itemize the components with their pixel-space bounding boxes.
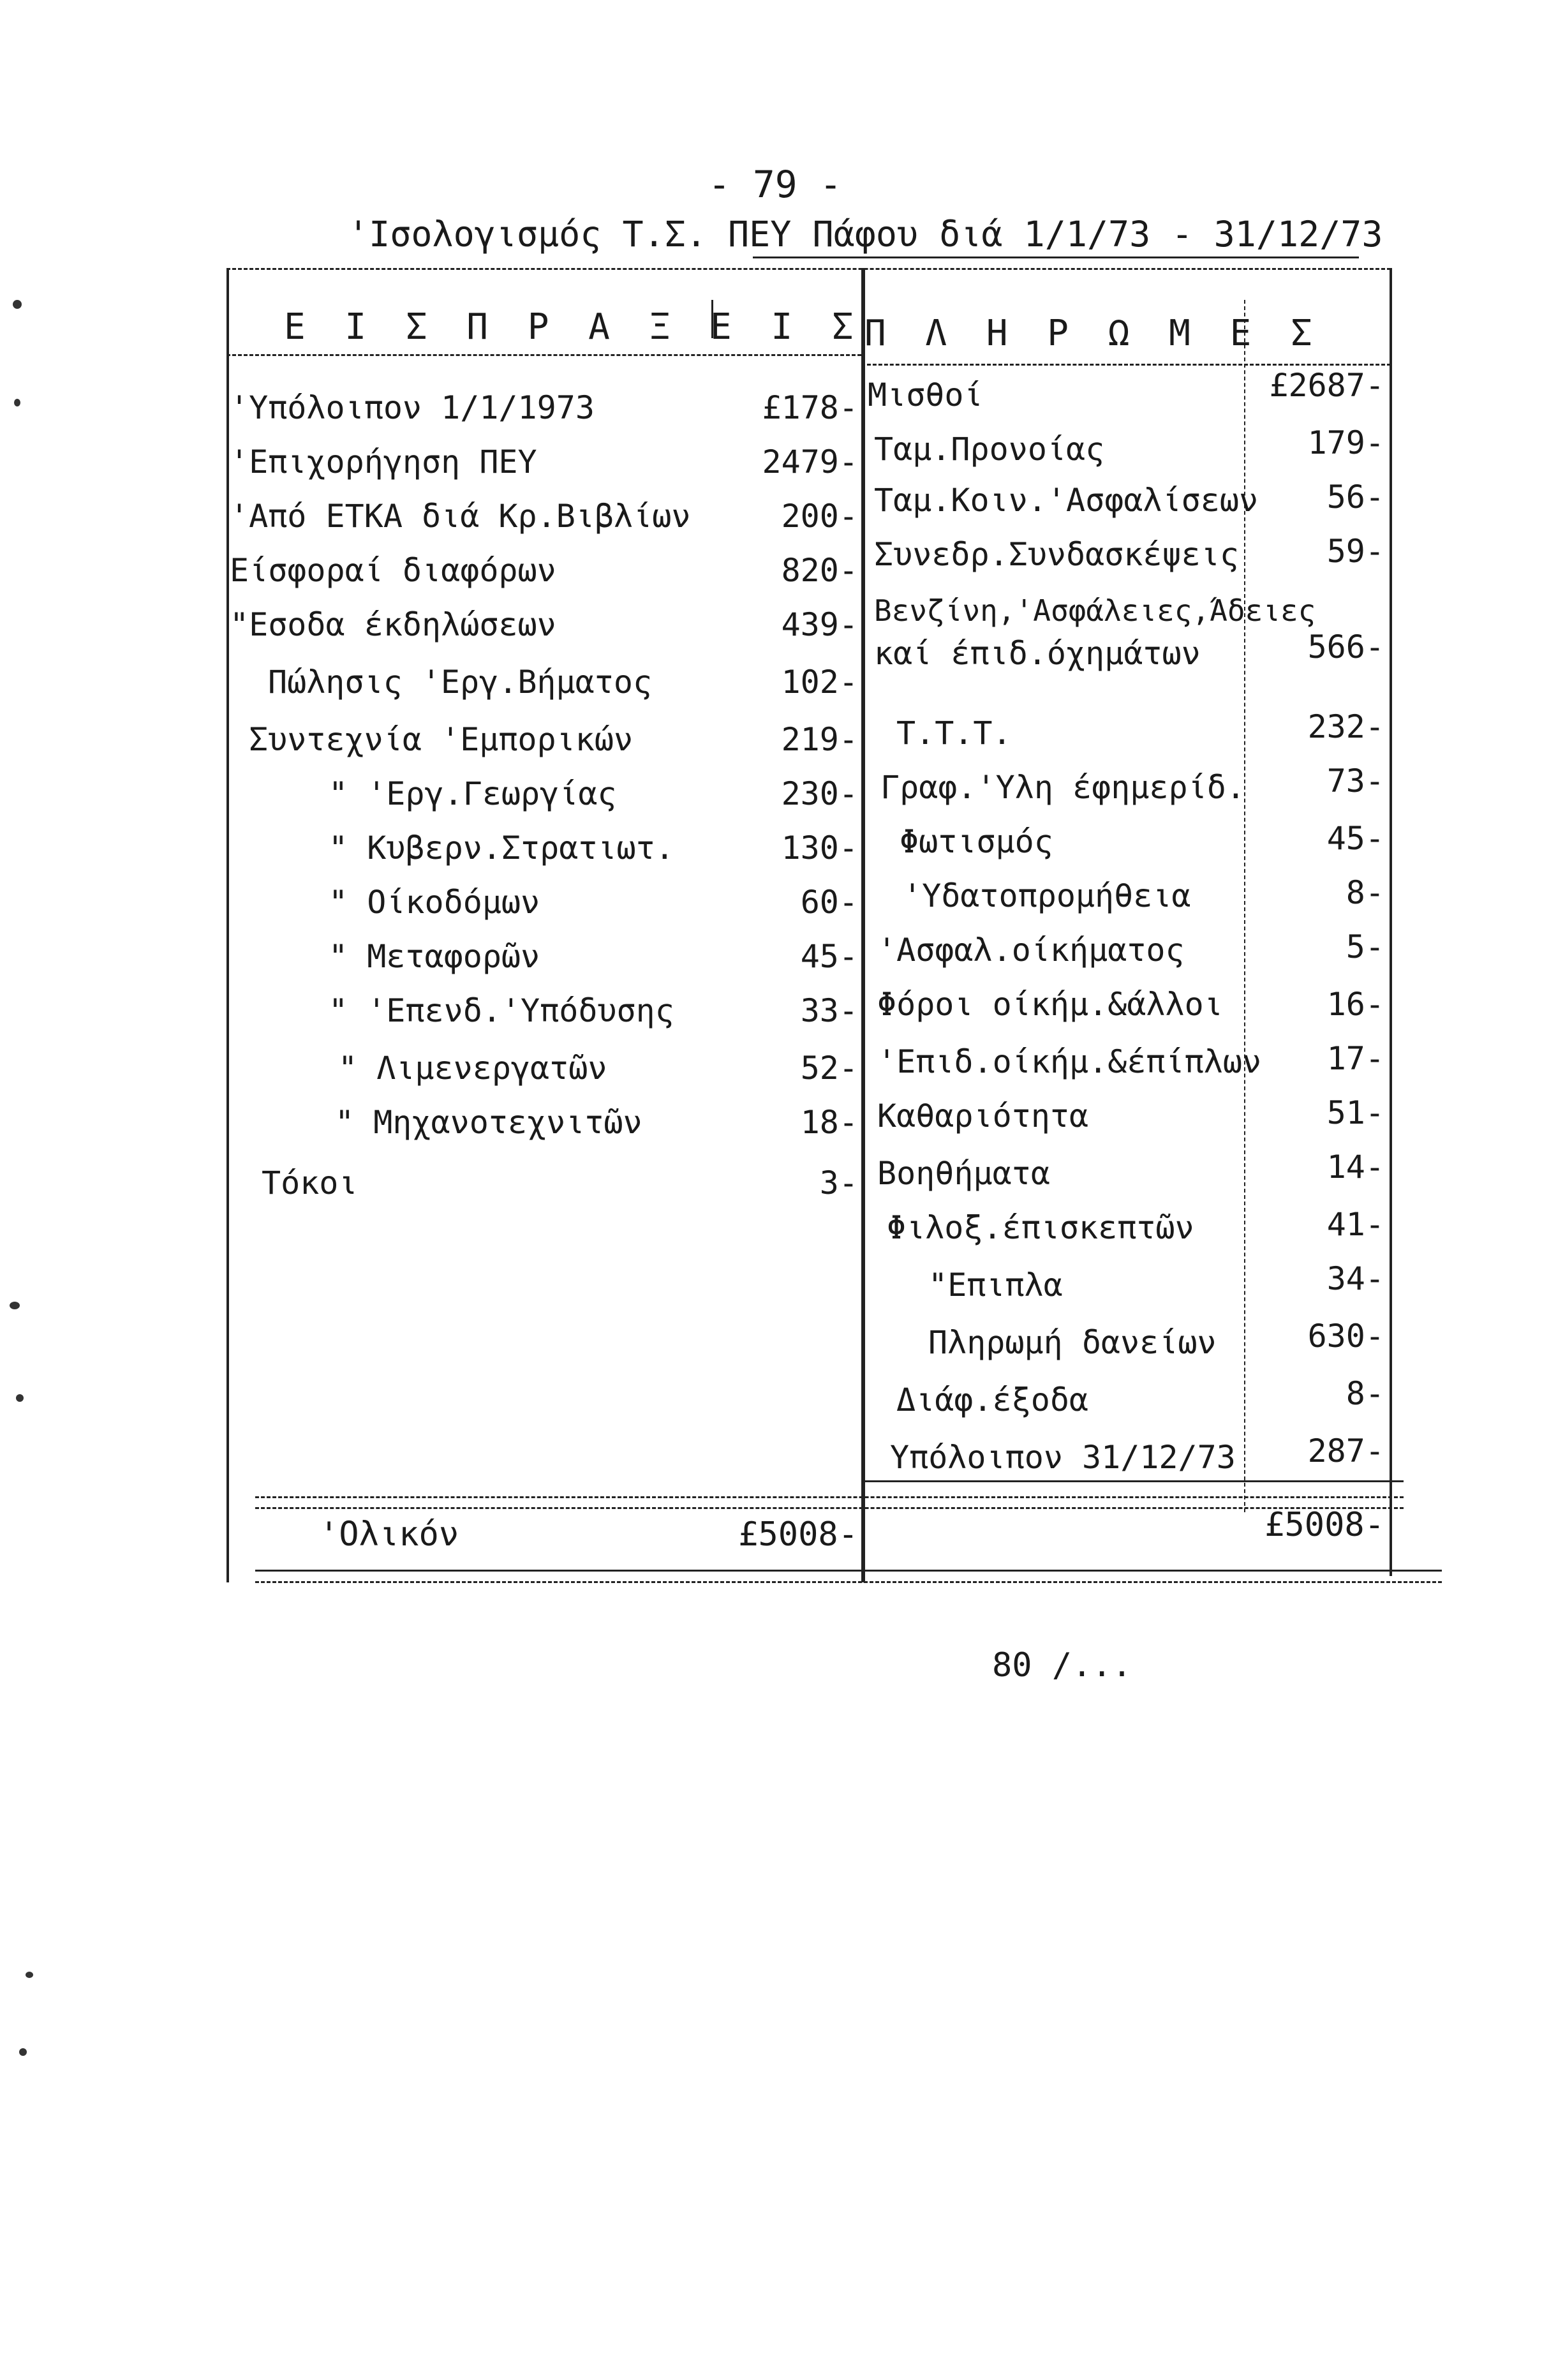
payment-label: 'Ασφαλ.οίκήματος (877, 932, 1185, 969)
receipt-label: 'Υπόλοιπον 1/1/1973 (230, 389, 595, 426)
receipt-amount: 230- (781, 775, 858, 812)
payment-amount: 73- (1326, 762, 1384, 800)
receipt-amount: 3- (819, 1164, 858, 1201)
scan-speck (13, 300, 22, 309)
receipt-label: Τόκοι (262, 1164, 358, 1201)
payment-label: "Επιπλα (928, 1267, 1063, 1304)
receipt-amount: 820- (781, 552, 858, 589)
payment-label: 'Επιδ.οίκήμ.&έπίπλων (877, 1043, 1262, 1080)
payment-label: Καθαριότητα (877, 1097, 1089, 1134)
receipt-label: " Μηχανοτεχνιτῶν (335, 1104, 642, 1141)
payment-amount: 51- (1326, 1094, 1384, 1131)
scan-speck (14, 399, 20, 406)
scan-speck (19, 2048, 27, 2056)
payment-amount: 59- (1326, 533, 1384, 570)
receipt-amount: 130- (781, 829, 858, 866)
payment-label: Συνεδρ.Συνδασκέψεις (874, 536, 1239, 573)
receipt-amount: 52- (800, 1050, 858, 1087)
receipt-label: " Κυβερν.Στρατιωτ. (329, 829, 674, 866)
payments-total: £5008- (1264, 1506, 1384, 1544)
receipt-amount: 200- (781, 498, 858, 535)
payment-amount: 45- (1326, 820, 1384, 857)
payment-label: 'Υδατοπρομήθεια (903, 877, 1191, 914)
double-rule-top (255, 1570, 1442, 1572)
receipt-label: 'Από ΕΤΚΑ διά Κρ.Βιβλίων (230, 498, 691, 535)
payment-amount: 16- (1326, 986, 1384, 1023)
payment-label: Τ.Τ.Τ. (896, 715, 1012, 752)
table-center-divider (861, 268, 865, 1582)
payment-amount: £2687- (1269, 367, 1384, 404)
receipt-label: "Εσοδα έκδηλώσεων (230, 606, 556, 643)
payment-label: Μισθοί (868, 376, 983, 413)
payments-header-rule (861, 364, 1391, 366)
payment-label: Φόροι οίκήμ.&άλλοι (877, 986, 1223, 1023)
receipts-header-rule (226, 354, 861, 356)
total-label: 'Ολικόν (319, 1515, 459, 1554)
payment-amount: 41- (1326, 1206, 1384, 1243)
receipt-amount: 60- (800, 884, 858, 921)
table-left-border (226, 268, 229, 1582)
payment-amount: 34- (1326, 1260, 1384, 1297)
double-rule-bottom (255, 1581, 1442, 1583)
scan-speck (10, 1302, 20, 1309)
continuation-marker: 80 /... (992, 1646, 1132, 1685)
receipt-amount: £178- (762, 389, 858, 426)
receipt-label: " Μεταφορῶν (329, 938, 540, 975)
receipts-heading: Ε Ι Σ Π Ρ Α Ξ Ε Ι Σ (284, 306, 863, 348)
payment-amount: 14- (1326, 1149, 1384, 1186)
receipt-amount: 33- (800, 992, 858, 1029)
payment-amount: 630- (1307, 1318, 1384, 1355)
payment-label: Φωτισμός (900, 823, 1053, 860)
payment-label: Ταμ.Κοιν.'Ασφαλίσεων (874, 482, 1259, 519)
payment-label: Βενζίνη,'Ασφάλειες,Άδειες (874, 593, 1316, 628)
receipt-label: Είσφοραί διαφόρων (230, 552, 556, 589)
table-top-rule (226, 268, 1391, 270)
payment-label: Φιλοξ.έπισκεπτῶν (887, 1209, 1194, 1246)
payments-heading: Π Λ Η Ρ Ω Μ Ε Σ (864, 313, 1321, 354)
receipt-label: " 'Εργ.Γεωργίας (329, 775, 617, 812)
receipt-amount: 18- (800, 1104, 858, 1141)
table-right-border (1390, 268, 1392, 1576)
payment-label: Διάφ.έξοδα (896, 1381, 1089, 1418)
receipt-label: " Οίκοδόμων (329, 884, 540, 921)
payment-amount: 5- (1346, 928, 1384, 965)
payment-amount: 8- (1346, 874, 1384, 911)
payment-amount: 56- (1326, 479, 1384, 516)
payment-amount: 287- (1307, 1432, 1384, 1469)
document-title: 'Ισολογισμός Τ.Σ. ΠΕΥ Πάφου διά 1/1/73 - 31/12/73 (348, 214, 1383, 255)
payment-amount: 232- (1307, 708, 1384, 745)
payment-amount: 179- (1307, 424, 1384, 461)
receipt-amount: 2479- (762, 443, 858, 480)
title-underline (753, 257, 1359, 258)
receipt-label: " Λιμενεργατῶν (338, 1050, 607, 1087)
total-rule-upper (255, 1496, 1404, 1498)
receipt-label: 'Επιχορήγηση ΠΕΥ (230, 443, 537, 480)
scan-speck (26, 1972, 33, 1978)
payment-amount: 8- (1346, 1375, 1384, 1412)
payment-label: Γραφ.'Υλη έφημερίδ. (880, 769, 1245, 806)
payment-label: Ταμ.Προνοίας (874, 431, 1105, 468)
payment-amount: 566- (1307, 628, 1384, 666)
receipt-amount: 102- (781, 664, 858, 701)
receipt-amount: 219- (781, 721, 858, 758)
payments-balance-rule (861, 1480, 1404, 1482)
receipt-label: Πώλησις 'Εργ.Βήματος (268, 664, 653, 701)
receipt-label: Συντεχνία 'Εμπορικών (249, 721, 634, 758)
payment-label: Υπόλοιπον 31/12/73 (890, 1439, 1236, 1476)
payment-label: Βοηθήματα (877, 1155, 1050, 1192)
page-number: - 79 - (708, 163, 842, 206)
receipt-label: " 'Επενδ.'Υπόδυσης (329, 992, 674, 1029)
receipt-amount: 45- (800, 938, 858, 975)
receipt-amount: 439- (781, 606, 858, 643)
receipts-total: £5008- (738, 1515, 858, 1554)
scan-speck (16, 1394, 24, 1402)
payment-label-line2: καί έπιδ.όχημάτων (874, 635, 1201, 672)
payment-amount: 17- (1326, 1040, 1384, 1077)
payment-label: Πληρωμή δανείων (928, 1324, 1217, 1361)
